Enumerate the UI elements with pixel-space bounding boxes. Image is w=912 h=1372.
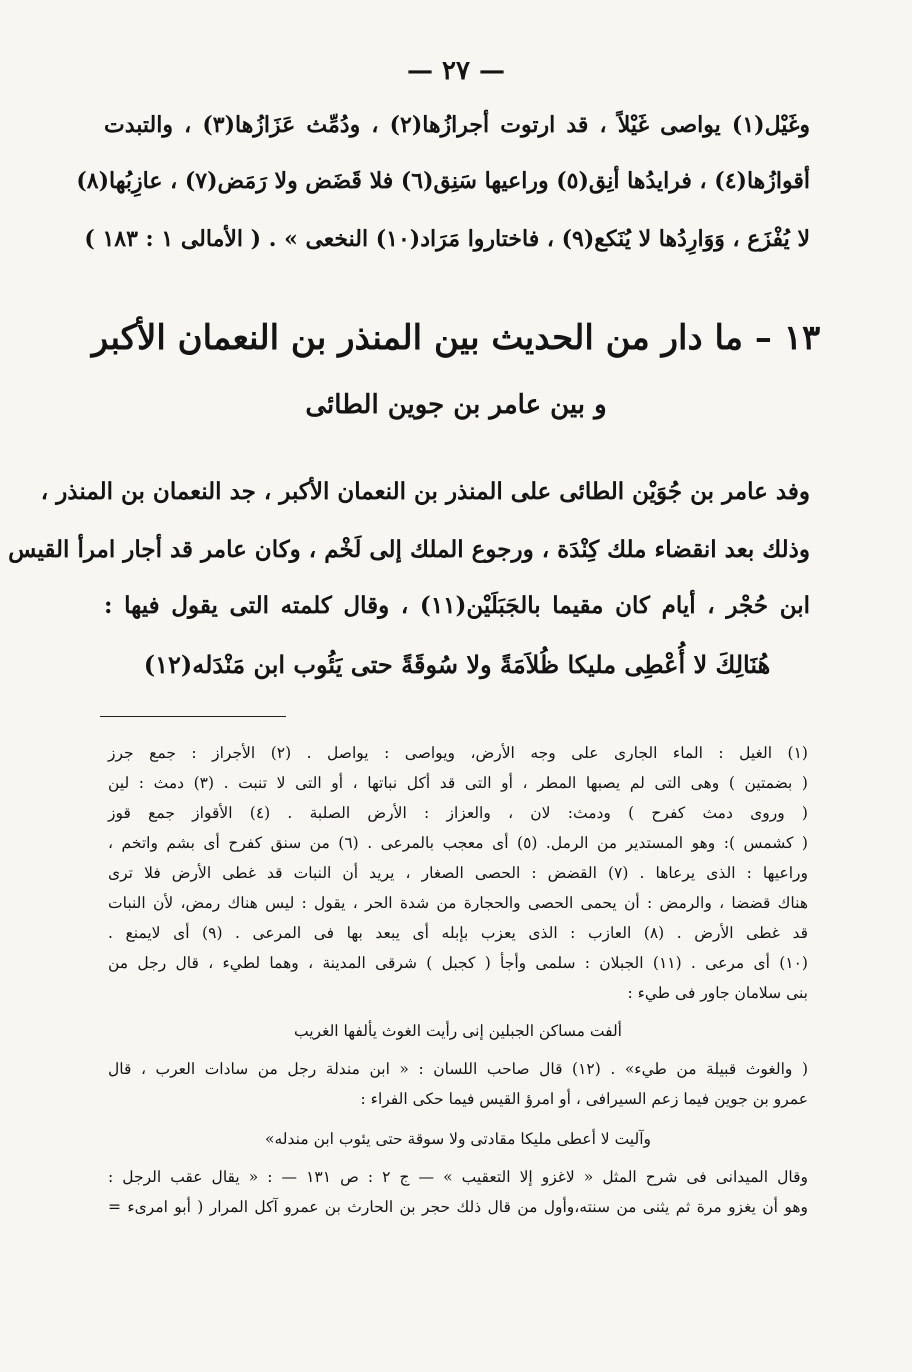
verse-line: هُنَالِكَ لا أُعْطِى مليكا ظُلاَمَةً ولا سُوقَةً حتى يَئُوب ابن مَنْدَله(١٢) <box>143 650 771 679</box>
footnote-line: عمرو بن جوين فيما زعم السيرافى ، أو امرؤ القيس فيما حكى الفراء : <box>360 1090 808 1108</box>
footnote-line: (١) الغيل : الماء الجارى على وجه الأرض، ويواصى : يواصل . (٢) الأجراز : جمع جرز <box>108 744 808 762</box>
page-number: — ٢٧ — <box>406 56 506 86</box>
section-subtitle: و بين عامر بن جوين الطائى <box>305 390 607 420</box>
footnote-line: ( والغوث قبيلة من طيء» . (١٢) قال صاحب اللسان : « ابن مندلة رجل من سادات العرب ، قال <box>108 1060 808 1078</box>
footnote-line: ( كشمس ): وهو المستدير من الرمل. (٥) أى معجب بالمرعى . (٦) من سنق كفرح أى بشم واتخم ، <box>108 834 808 852</box>
footnote-line: (١٠) أى مرعى . (١١) الجبلان : سلمى وأجأ ( كجبل ) شرقى المدينة ، وهما لطيء ، قال رجل من <box>108 954 808 972</box>
footnote-line: ( وروى دمث كفرح ) ودمث: لان ، والعزاز : الأرض الصلبة . (٤) الأقواز جمع قوز <box>108 804 808 822</box>
text-line: لا يُفْزَع ، وَوَارِدُها لا يُنَكع(٩) ، فاختاروا مَرَاد(١٠) النخعى » . ( الأمالى ١ : ١٨٣ ) <box>84 226 810 252</box>
section-title: ١٣ – ما دار من الحديث بين المنذر بن النعمان الأكبر <box>91 318 821 358</box>
footnote-line: قد غطى الأرض . (٨) العازب : الذى يعزب بإبله أى يبعد بها فى المرعى . (٩) أى لايمنع . <box>108 924 808 942</box>
footnote-line: هناك قضضا ، والرمض : أن يحمى الحصى والحجارة من شدة الحر ، يقول : ليس هناك رمض، لأن النبات <box>108 894 808 912</box>
footnote-line: ( بضمتين ) وهى التى لم يصبها المطر ، أو التى قد أكل نباتها ، أو التى لا تنبت . (٣) دمث : لين <box>108 774 808 792</box>
text-line: وغَيْل(١) يواصى غَيْلاً ، قد ارتوت أجرازُها(٢) ، ودُمِّث عَزَازُها(٣) ، والتبدت <box>104 112 810 138</box>
text-line: ابن حُجْر ، أيام كان مقيما بالجَبَلَيْن(١١) ، وقال كلمته التى يقول فيها : <box>104 592 810 619</box>
text-line: أقوازُها(٤) ، فرايدُها أنِق(٥) وراعيها سَنِق(٦) فلا قَضَض ولا رَمَض(٧) ، عازِبُها(٨) <box>76 168 810 194</box>
footnote-divider <box>100 716 286 717</box>
text-line: وذلك بعد انقضاء ملك كِنْدَة ، ورجوع الملك إلى لَخْم ، وكان عامر قد أجار امرأ القيس <box>8 536 810 563</box>
footnote-line: بنى سلامان جاور فى طيء : <box>627 984 808 1002</box>
footnote-verse: وآليت لا أعطى مليكا مقادتى ولا سوقة حتى يئوب ابن مندله» <box>265 1130 651 1148</box>
text-line: وفد عامر بن جُوَيْن الطائى على المنذر بن النعمان الأكبر ، جد النعمان بن المنذر ، <box>40 478 810 505</box>
footnote-line: وهو أن يغزو مرة ثم يثنى من سنته،وأول من قال ذلك حجر بن الحارث بن عمرو آكل المرار ( أبو امرىء = <box>108 1198 808 1216</box>
footnote-line: وراعيها : الذى يرعاها . (٧) القضض : الحصى الصغار ، يريد أن النبات قد غطى الأرض فلا ترى <box>108 864 808 882</box>
footnote-verse: ألفت مساكن الجبلين إنى رأيت الغوث يألفها الغريب <box>294 1022 622 1040</box>
footnote-line: وقال الميدانى فى شرح المثل « لاغزو إلا التعقيب » — ج ٢ : ص ١٣١ — : « يقال عقب الرجل : <box>108 1168 808 1186</box>
